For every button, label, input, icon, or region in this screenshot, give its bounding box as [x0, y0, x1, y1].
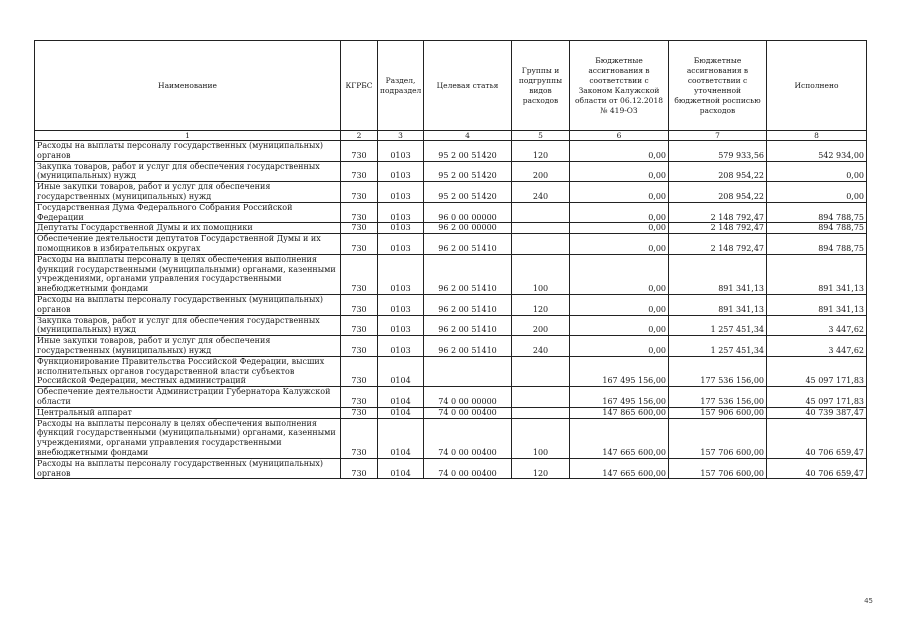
row-kgrbs-cell: 730 — [341, 223, 378, 234]
row-expense-group-cell — [512, 223, 570, 234]
row-executed-amount-cell: 3 447,62 — [767, 336, 867, 357]
row-executed-amount-cell: 0,00 — [767, 182, 867, 203]
budget-table-sheet — [34, 40, 866, 479]
row-expense-group-cell — [512, 234, 570, 255]
row-name-cell: Расходы на выплаты персоналу государственных (муниципальных) органов — [35, 458, 341, 479]
row-plan-amount-cell: 891 341,13 — [669, 254, 767, 294]
row-expense-group-cell — [512, 202, 570, 223]
row-kgrbs-cell: 730 — [341, 387, 378, 408]
row-executed-amount-cell: 894 788,75 — [767, 202, 867, 223]
row-expense-group-cell — [512, 356, 570, 386]
header-law-allocations: Бюджетные ассигнования в соответствии с Законом Калужской области от 06.12.2018 № 419-ОЗ — [570, 41, 669, 131]
row-law-amount-cell: 147 865 600,00 — [570, 407, 669, 418]
row-executed-amount-cell: 3 447,62 — [767, 315, 867, 336]
page-number: 45 — [864, 597, 873, 605]
row-razdel-cell: 0104 — [378, 418, 424, 458]
row-plan-amount-cell: 208 954,22 — [669, 182, 767, 203]
row-law-amount-cell: 0,00 — [570, 254, 669, 294]
row-executed-amount-cell: 40 706 659,47 — [767, 418, 867, 458]
row-kgrbs-cell: 730 — [341, 234, 378, 255]
table-row — [35, 458, 867, 479]
table-row — [35, 161, 867, 182]
row-expense-group-cell: 240 — [512, 336, 570, 357]
row-kgrbs-cell: 730 — [341, 161, 378, 182]
row-target-article-cell: 96 2 00 00000 — [424, 223, 512, 234]
table-row — [35, 294, 867, 315]
row-plan-amount-cell: 891 341,13 — [669, 294, 767, 315]
row-razdel-cell: 0104 — [378, 458, 424, 479]
row-razdel-cell: 0103 — [378, 254, 424, 294]
row-name-cell: Расходы на выплаты персоналу в целях обеспечения выполнения функций государственными (муниципальными) органами, казенными учреждениями, органами управления государственными внебюджетными фондами — [35, 418, 341, 458]
column-number: 8 — [767, 131, 867, 141]
row-plan-amount-cell: 579 933,56 — [669, 141, 767, 162]
row-name-cell: Депутаты Государственной Думы и их помощники — [35, 223, 341, 234]
row-executed-amount-cell: 894 788,75 — [767, 223, 867, 234]
row-target-article-cell: 96 0 00 00000 — [424, 202, 512, 223]
table-row — [35, 418, 867, 458]
table-row — [35, 407, 867, 418]
row-law-amount-cell: 0,00 — [570, 202, 669, 223]
column-number: 5 — [512, 131, 570, 141]
row-name-cell: Функционирование Правительства Российской Федерации, высших исполнительных органов государственной власти субъектов Российской Федерации, местных администраций — [35, 356, 341, 386]
row-name-cell: Иные закупки товаров, работ и услуг для обеспечения государственных (муниципальных) нужд — [35, 336, 341, 357]
row-razdel-cell: 0103 — [378, 294, 424, 315]
row-name-cell: Иные закупки товаров, работ и услуг для обеспечения государственных (муниципальных) нужд — [35, 182, 341, 203]
row-target-article-cell: 95 2 00 51420 — [424, 141, 512, 162]
header-target-article: Целевая статья — [424, 41, 512, 131]
row-razdel-cell: 0103 — [378, 336, 424, 357]
row-expense-group-cell: 240 — [512, 182, 570, 203]
row-executed-amount-cell: 542 934,00 — [767, 141, 867, 162]
row-plan-amount-cell: 2 148 792,47 — [669, 234, 767, 255]
row-razdel-cell: 0103 — [378, 141, 424, 162]
row-kgrbs-cell: 730 — [341, 336, 378, 357]
header-refined-allocations: Бюджетные ассигнования в соответствии с уточненной бюджетной росписью расходов — [669, 41, 767, 131]
row-expense-group-cell: 200 — [512, 161, 570, 182]
row-kgrbs-cell: 730 — [341, 294, 378, 315]
row-law-amount-cell: 0,00 — [570, 315, 669, 336]
column-number: 6 — [570, 131, 669, 141]
row-target-article-cell — [424, 356, 512, 386]
row-expense-group-cell: 120 — [512, 458, 570, 479]
row-name-cell: Закупка товаров, работ и услуг для обеспечения государственных (муниципальных) нужд — [35, 161, 341, 182]
budget-table — [34, 40, 867, 479]
row-executed-amount-cell: 0,00 — [767, 161, 867, 182]
table-row — [35, 356, 867, 386]
row-expense-group-cell: 120 — [512, 141, 570, 162]
row-razdel-cell: 0103 — [378, 161, 424, 182]
row-plan-amount-cell: 157 706 600,00 — [669, 418, 767, 458]
table-row — [35, 336, 867, 357]
row-target-article-cell: 96 2 00 51410 — [424, 294, 512, 315]
row-plan-amount-cell: 2 148 792,47 — [669, 202, 767, 223]
table-row — [35, 387, 867, 408]
row-plan-amount-cell: 157 906 600,00 — [669, 407, 767, 418]
row-executed-amount-cell: 45 097 171,83 — [767, 387, 867, 408]
row-target-article-cell: 96 2 00 51410 — [424, 254, 512, 294]
column-number: 1 — [35, 131, 341, 141]
row-law-amount-cell: 147 665 600,00 — [570, 418, 669, 458]
column-number: 2 — [341, 131, 378, 141]
row-kgrbs-cell: 730 — [341, 418, 378, 458]
row-razdel-cell: 0104 — [378, 356, 424, 386]
row-razdel-cell: 0103 — [378, 182, 424, 203]
column-number: 7 — [669, 131, 767, 141]
header-executed: Исполнено — [767, 41, 867, 131]
row-expense-group-cell — [512, 387, 570, 408]
row-plan-amount-cell: 157 706 600,00 — [669, 458, 767, 479]
row-executed-amount-cell: 40 739 387,47 — [767, 407, 867, 418]
row-razdel-cell: 0103 — [378, 223, 424, 234]
row-law-amount-cell: 0,00 — [570, 336, 669, 357]
row-name-cell: Обеспечение деятельности Администрации Губернатора Калужской области — [35, 387, 341, 408]
row-expense-group-cell: 200 — [512, 315, 570, 336]
column-number: 4 — [424, 131, 512, 141]
row-razdel-cell: 0104 — [378, 407, 424, 418]
table-row — [35, 182, 867, 203]
row-kgrbs-cell: 730 — [341, 356, 378, 386]
row-plan-amount-cell: 208 954,22 — [669, 161, 767, 182]
row-target-article-cell: 95 2 00 51420 — [424, 182, 512, 203]
table-header-row — [35, 41, 867, 131]
row-law-amount-cell: 0,00 — [570, 141, 669, 162]
table-row — [35, 315, 867, 336]
row-law-amount-cell: 0,00 — [570, 182, 669, 203]
row-executed-amount-cell: 891 341,13 — [767, 254, 867, 294]
row-law-amount-cell: 0,00 — [570, 223, 669, 234]
row-plan-amount-cell: 1 257 451,34 — [669, 315, 767, 336]
row-name-cell: Обеспечение деятельности депутатов Государственной Думы и их помощников в избирательных округах — [35, 234, 341, 255]
row-razdel-cell: 0103 — [378, 234, 424, 255]
row-name-cell: Закупка товаров, работ и услуг для обеспечения государственных (муниципальных) нужд — [35, 315, 341, 336]
header-kgrbs: КГРБС — [341, 41, 378, 131]
row-target-article-cell: 96 2 00 51410 — [424, 234, 512, 255]
row-plan-amount-cell: 177 536 156,00 — [669, 356, 767, 386]
row-law-amount-cell: 167 495 156,00 — [570, 387, 669, 408]
row-name-cell: Государственная Дума Федерального Собрания Российской Федерации — [35, 202, 341, 223]
row-razdel-cell: 0103 — [378, 315, 424, 336]
table-row — [35, 223, 867, 234]
row-executed-amount-cell: 891 341,13 — [767, 294, 867, 315]
row-razdel-cell: 0103 — [378, 202, 424, 223]
row-name-cell: Расходы на выплаты персоналу в целях обеспечения выполнения функций государственными (муниципальными) органами, казенными учреждениями, органами управления государственными внебюджетными фондами — [35, 254, 341, 294]
row-expense-group-cell: 100 — [512, 254, 570, 294]
row-target-article-cell: 74 0 00 00400 — [424, 407, 512, 418]
header-name: Наименование — [35, 41, 341, 131]
row-target-article-cell: 96 2 00 51410 — [424, 315, 512, 336]
table-body — [35, 141, 867, 479]
row-razdel-cell: 0104 — [378, 387, 424, 408]
row-kgrbs-cell: 730 — [341, 254, 378, 294]
column-number: 3 — [378, 131, 424, 141]
row-law-amount-cell: 0,00 — [570, 234, 669, 255]
row-law-amount-cell: 0,00 — [570, 161, 669, 182]
table-row — [35, 141, 867, 162]
row-law-amount-cell: 167 495 156,00 — [570, 356, 669, 386]
row-kgrbs-cell: 730 — [341, 202, 378, 223]
row-target-article-cell: 74 0 00 00400 — [424, 458, 512, 479]
table-row — [35, 234, 867, 255]
row-name-cell: Расходы на выплаты персоналу государственных (муниципальных) органов — [35, 294, 341, 315]
row-kgrbs-cell: 730 — [341, 315, 378, 336]
row-plan-amount-cell: 2 148 792,47 — [669, 223, 767, 234]
row-law-amount-cell: 0,00 — [570, 294, 669, 315]
row-kgrbs-cell: 730 — [341, 141, 378, 162]
row-executed-amount-cell: 40 706 659,47 — [767, 458, 867, 479]
row-name-cell: Центральный аппарат — [35, 407, 341, 418]
row-law-amount-cell: 147 665 600,00 — [570, 458, 669, 479]
table-row — [35, 254, 867, 294]
row-target-article-cell: 96 2 00 51410 — [424, 336, 512, 357]
row-plan-amount-cell: 1 257 451,34 — [669, 336, 767, 357]
row-name-cell: Расходы на выплаты персоналу государственных (муниципальных) органов — [35, 141, 341, 162]
row-kgrbs-cell: 730 — [341, 458, 378, 479]
row-kgrbs-cell: 730 — [341, 182, 378, 203]
row-target-article-cell: 95 2 00 51420 — [424, 161, 512, 182]
row-expense-group-cell: 100 — [512, 418, 570, 458]
row-plan-amount-cell: 177 536 156,00 — [669, 387, 767, 408]
table-row — [35, 202, 867, 223]
header-razdel: Раздел, подраздел — [378, 41, 424, 131]
column-number-row — [35, 131, 867, 141]
row-kgrbs-cell: 730 — [341, 407, 378, 418]
row-executed-amount-cell: 45 097 171,83 — [767, 356, 867, 386]
row-expense-group-cell: 120 — [512, 294, 570, 315]
row-target-article-cell: 74 0 00 00000 — [424, 387, 512, 408]
header-expense-groups: Группы и подгруппы видов расходов — [512, 41, 570, 131]
row-expense-group-cell — [512, 407, 570, 418]
row-executed-amount-cell: 894 788,75 — [767, 234, 867, 255]
row-target-article-cell: 74 0 00 00400 — [424, 418, 512, 458]
